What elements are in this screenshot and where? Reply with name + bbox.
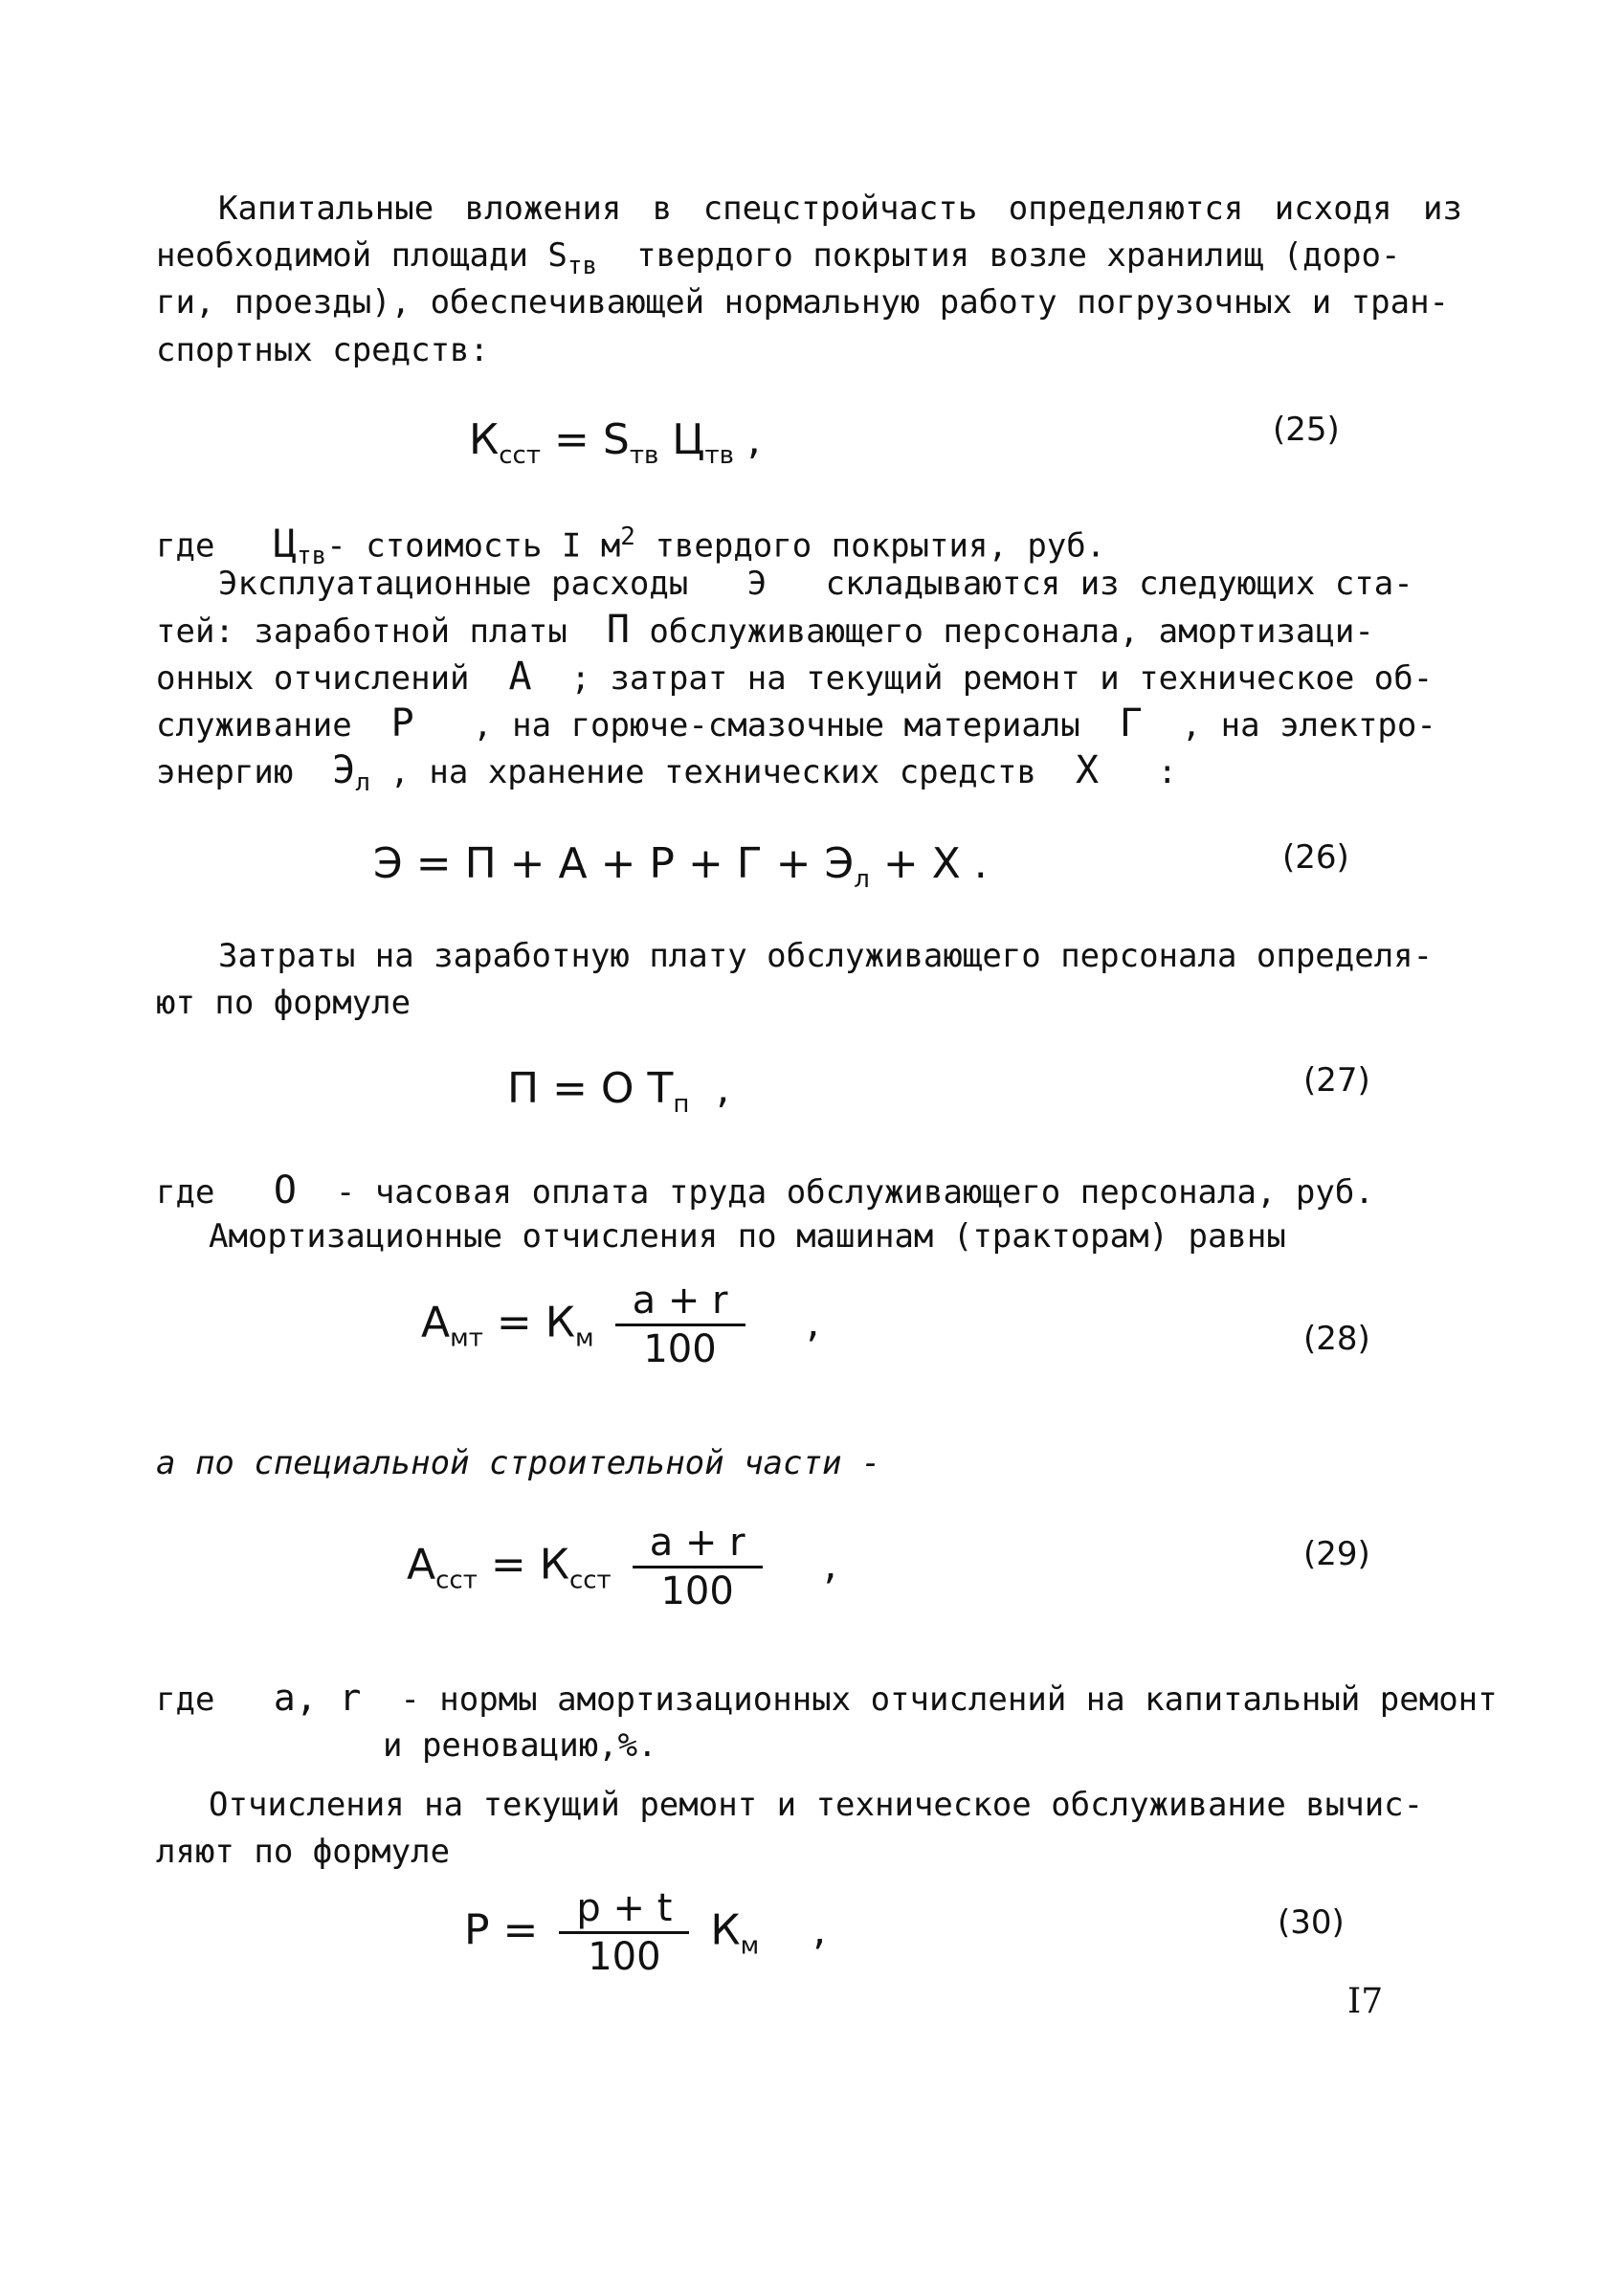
formula-29: $А_{сст} = К_{сст}$ $\frac{а + r}{100}$ , bbox=[407, 1521, 837, 1613]
text-line: Амортизационные отчисления по машинам (тракторам) равны bbox=[209, 1217, 1286, 1256]
formula-28: $А_{мт} = К_м$ $\frac{а + r}{100}$ , bbox=[421, 1279, 820, 1371]
equation-number-30: (30) bbox=[1278, 1903, 1345, 1942]
fraction: $\frac{а + r}{100}$ bbox=[615, 1278, 745, 1372]
fraction: $\frac{р + t}{100}$ bbox=[559, 1885, 689, 1980]
text-line: где $Ц_{тв}-$ стоимость I $м^2$ твердого покрытия, руб. bbox=[156, 522, 1106, 571]
text-line: ляют по формуле bbox=[156, 1833, 451, 1871]
text-line: ют по формуле bbox=[156, 984, 412, 1022]
text-line: ги, проезды), обеспечивающей нормальную работу погрузочных и тран- bbox=[156, 283, 1450, 322]
text-line: а по специальной строительной части - bbox=[156, 1444, 881, 1482]
text-line: где О - часовая оплата труда обслуживающего персонала, руб. bbox=[156, 1168, 1374, 1212]
formula-27: П = О $Т_п$ , bbox=[507, 1064, 730, 1119]
fraction: $\frac{а + r}{100}$ bbox=[633, 1520, 763, 1614]
formula-30: Р = $\frac{р + t}{100}$ $К_м$ , bbox=[464, 1886, 827, 1979]
text-line: энергию $Э_л$ , на хранение технических средств Х : bbox=[156, 748, 1177, 797]
text-line: Отчисления на текущий ремонт и техническое обслуживание вычис- bbox=[209, 1786, 1424, 1824]
text-line: тей: заработной платы П обслуживающего персонала, амортизаци- bbox=[156, 608, 1374, 652]
text-line: служивание Р , на горюче-смазочные материалы Г , на электро- bbox=[156, 701, 1436, 745]
equation-number-25: (25) bbox=[1273, 411, 1340, 449]
equation-number-26: (26) bbox=[1282, 838, 1349, 877]
text-line: Капитальные вложения в спецстройчасть определяются исходя из bbox=[218, 189, 1462, 228]
equation-number-29: (29) bbox=[1303, 1535, 1370, 1573]
text-line: Затраты на заработную плату обслуживающего персонала определя- bbox=[218, 937, 1434, 975]
formula-25: $К_{сст} = S_{тв}$ $Ц_{тв}$ , bbox=[469, 415, 761, 470]
text-line: спортных средств: bbox=[156, 331, 489, 369]
page-number: I7 bbox=[1347, 1982, 1384, 2021]
text-line: Эксплуатационные расходы Э складываются из следующих ста- bbox=[218, 565, 1413, 603]
formula-26: $Э = П + А + Р + Г + Э_л + Х$ . bbox=[373, 839, 988, 894]
equation-number-27: (27) bbox=[1303, 1061, 1370, 1100]
text-line: необходимой площади $S_{тв}$ твердого покрытия возле хранилищ (доро- bbox=[156, 236, 1401, 280]
equation-number-28: (28) bbox=[1303, 1320, 1370, 1358]
text-line: и реновацию,%. bbox=[383, 1726, 657, 1765]
text-line: онных отчислений А ; затрат на текущий ремонт и техническое об- bbox=[156, 655, 1434, 699]
text-line: где а, r - нормы амортизационных отчислений на капитальный ремонт bbox=[156, 1677, 1498, 1719]
